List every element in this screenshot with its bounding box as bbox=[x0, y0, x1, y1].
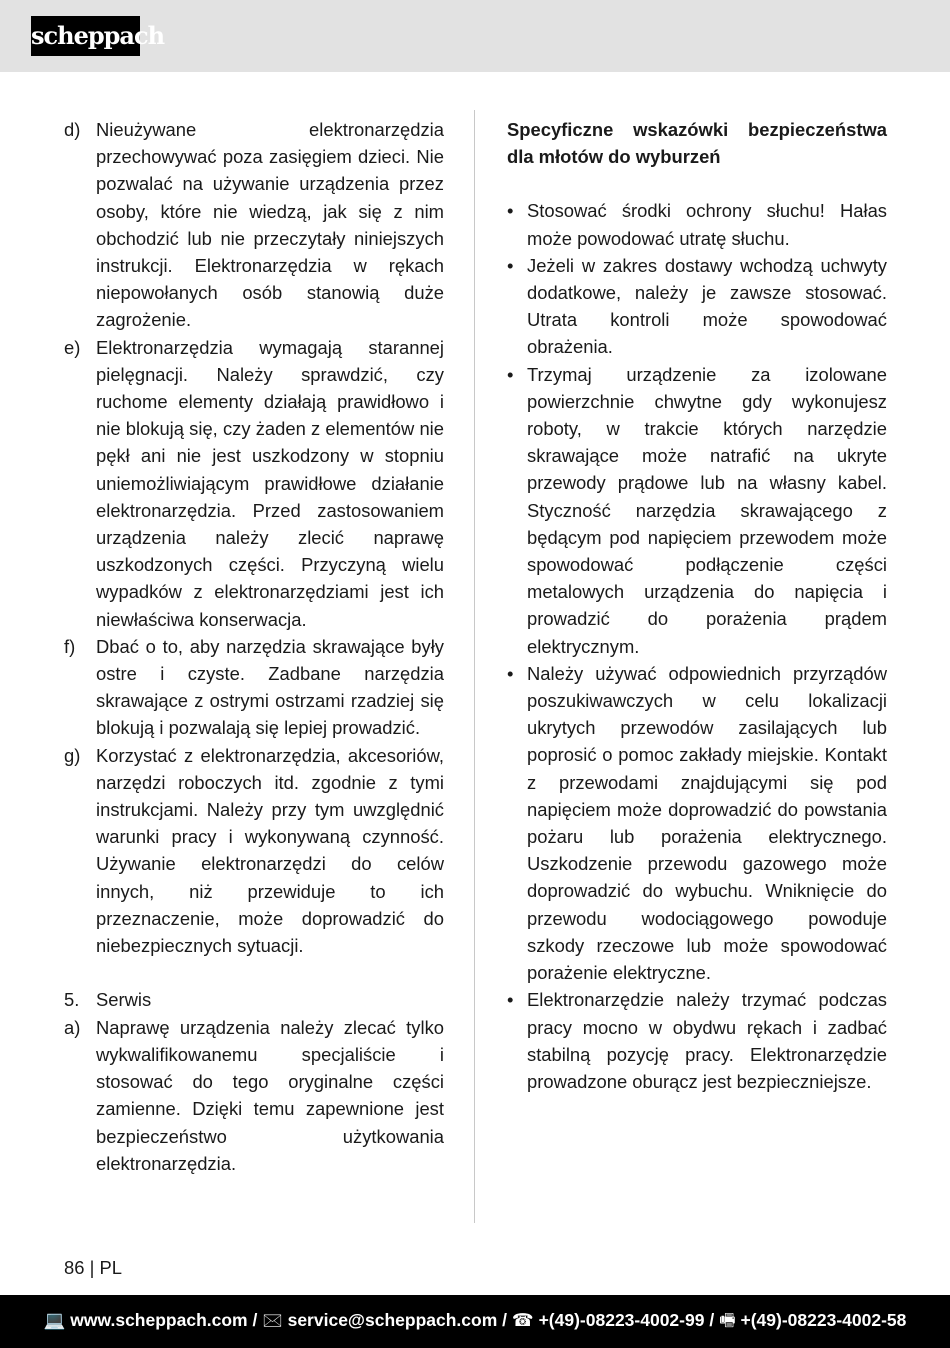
bullet-text: Trzymaj urządzenie za izolowane powierzchnie chwytne gdy wykonujesz roboty, w trakcie których narzędzie skrawające może natrafić na ukryte przewody prądowe lub na własny kabel. Styczność narzędzia skrawającego z będącym pod napięciem przewodem może spowodować podłączenie części metalowych urządzenia do napięcia i prowadzić do porażenia prądem elektrycznym. bbox=[527, 363, 887, 657]
phone-number[interactable]: +(49)-08223-4002-99 bbox=[538, 1310, 705, 1330]
right-column bbox=[507, 116, 887, 1095]
list-label: a) bbox=[64, 1016, 81, 1038]
bullet-text: Jeżeli w zakres dostawy wchodzą uchwyty dodatkowe, należy je zawsze stosować. Utrata kontroli może spowodować obrażenia. bbox=[527, 254, 887, 358]
page-number bbox=[64, 1257, 122, 1279]
bullet-icon: • bbox=[507, 363, 514, 385]
bullet-icon: • bbox=[507, 662, 514, 684]
bullet-icon: • bbox=[507, 254, 514, 276]
bullet-text: Stosować środki ochrony słuchu! Hałas może powodować utratę słuchu. bbox=[527, 200, 887, 249]
list-label: f) bbox=[64, 635, 76, 657]
column-divider bbox=[474, 110, 475, 1223]
list-text: Naprawę urządzenia należy zlecać tylko wykwalifikowanemu specjaliście i stosować do tego oryginalne części zamienne. Dzięki temu zapewnione jest bezpieczeństwo użytkowania elektronarzędzia. bbox=[96, 1016, 444, 1174]
email-link[interactable]: service@scheppach.com bbox=[287, 1310, 498, 1330]
list-label: g) bbox=[64, 744, 81, 766]
list-text: Dbać o to, aby narzędzia skrawające były ostre i czyste. Zadbane narzędzia skrawające z ostrymi ostrzami rzadziej się blokują i pozwalają się lepiej prowadzić. bbox=[96, 635, 444, 739]
list-text: Korzystać z elektronarzędzia, akcesoriów, narzędzi roboczych itd. zgodnie z tymi instrukcjami. Należy przy tym uwzględnić warunki pracy i wykonywaną czynność. Używanie elektronarzędzi do celów innych, niż przewiduje to ich przeznaczenie, może doprowadzić do niebezpiecznych sytuacji. bbox=[96, 744, 444, 957]
phone-icon: ☎ bbox=[511, 1310, 534, 1330]
bullet-icon: • bbox=[507, 200, 514, 222]
fax-number: +(49)-08223-4002-58 bbox=[740, 1310, 907, 1330]
bullet-item bbox=[507, 197, 887, 251]
bullet-text: Należy używać odpowiednich przyrządów poszukiwawczych w celu lokalizacji ukrytych przewodów zasilających lub poprosić o pomoc zakłady miejskie. Kontakt z przewodami znajdującymi się pod napięciem może doprowadzić do powstania pożaru lub porażenia elektrycznego. Uszkodzenie przewodu gazowego może doprowadzić do wybuchu. Wniknięcie do przewodu wodociągowego powoduje szkody rzeczowe lub może spowodować porażenie elektryczne. bbox=[527, 662, 887, 984]
page-separator: | bbox=[89, 1257, 95, 1278]
footer-separator: / bbox=[709, 1310, 715, 1330]
bullet-item bbox=[507, 660, 887, 986]
list-label: e) bbox=[64, 336, 81, 358]
email-icon: 🖂 bbox=[262, 1310, 283, 1330]
list-text: Elektronarzędzia wymagają starannej pielęgnacji. Należy sprawdzić, czy ruchome elementy działają prawidłowo i nie blokują się, czy żaden z elementów nie pękł ani nie jest uszkodzony w stopniu uniemożliwiającym prawidłowe działanie elektronarzędzia. Przed zastosowaniem urządzenia należy zlecić naprawę uszkodzonych części. Przyczyną wielu wypadków z elektronarzędziami jest ich niewłaściwa konserwacja. bbox=[96, 336, 444, 630]
page-language: PL bbox=[99, 1257, 122, 1278]
fax-icon: 🖷 bbox=[719, 1310, 736, 1330]
bullet-item bbox=[507, 361, 887, 660]
page-number-value: 86 bbox=[64, 1257, 85, 1278]
website-link[interactable]: www.scheppach.com bbox=[70, 1310, 248, 1330]
bullet-item bbox=[507, 252, 887, 361]
computer-icon: 💻 bbox=[43, 1310, 66, 1330]
list-item-d bbox=[64, 116, 444, 334]
list-item-f bbox=[64, 633, 444, 742]
section-heading-serwis bbox=[64, 986, 444, 1013]
footer-separator: / bbox=[252, 1310, 258, 1330]
list-text: Nieużywane elektronarzędzia przechowywać poza zasięgiem dzieci. Nie pozwalać na używanie urządzenia przez osoby, które nie wiedzą, jak się z nim obchodzić lub nie przeczytały niniejszych instrukcji. Elektronarzędzia w rękach niepowołanych osób stanowią duże zagrożenie. bbox=[96, 119, 444, 331]
section-heading: Specyficzne wskazówki bezpieczeństwa dla młotów do wyburzeń bbox=[507, 119, 887, 168]
scheppach-logo: scheppach bbox=[31, 16, 140, 56]
section-number: 5. bbox=[64, 989, 80, 1011]
list-item-g bbox=[64, 742, 444, 960]
list-item-a bbox=[64, 1014, 444, 1177]
bullet-item bbox=[507, 986, 887, 1095]
footer-separator: / bbox=[502, 1310, 508, 1330]
list-item-e bbox=[64, 334, 444, 633]
section-title: Serwis bbox=[96, 989, 152, 1011]
list-label: d) bbox=[64, 119, 81, 140]
contact-footer bbox=[0, 1295, 950, 1348]
bullet-icon: • bbox=[507, 989, 514, 1011]
page-header bbox=[0, 0, 950, 72]
bullet-text: Elektronarzędzie należy trzymać podczas pracy mocno w obydwu rękach i zadbać stabilną pozycję pracy. Elektronarzędzie prowadzone oburącz jest bezpieczniejsze. bbox=[527, 989, 887, 1092]
left-column bbox=[64, 116, 444, 1177]
